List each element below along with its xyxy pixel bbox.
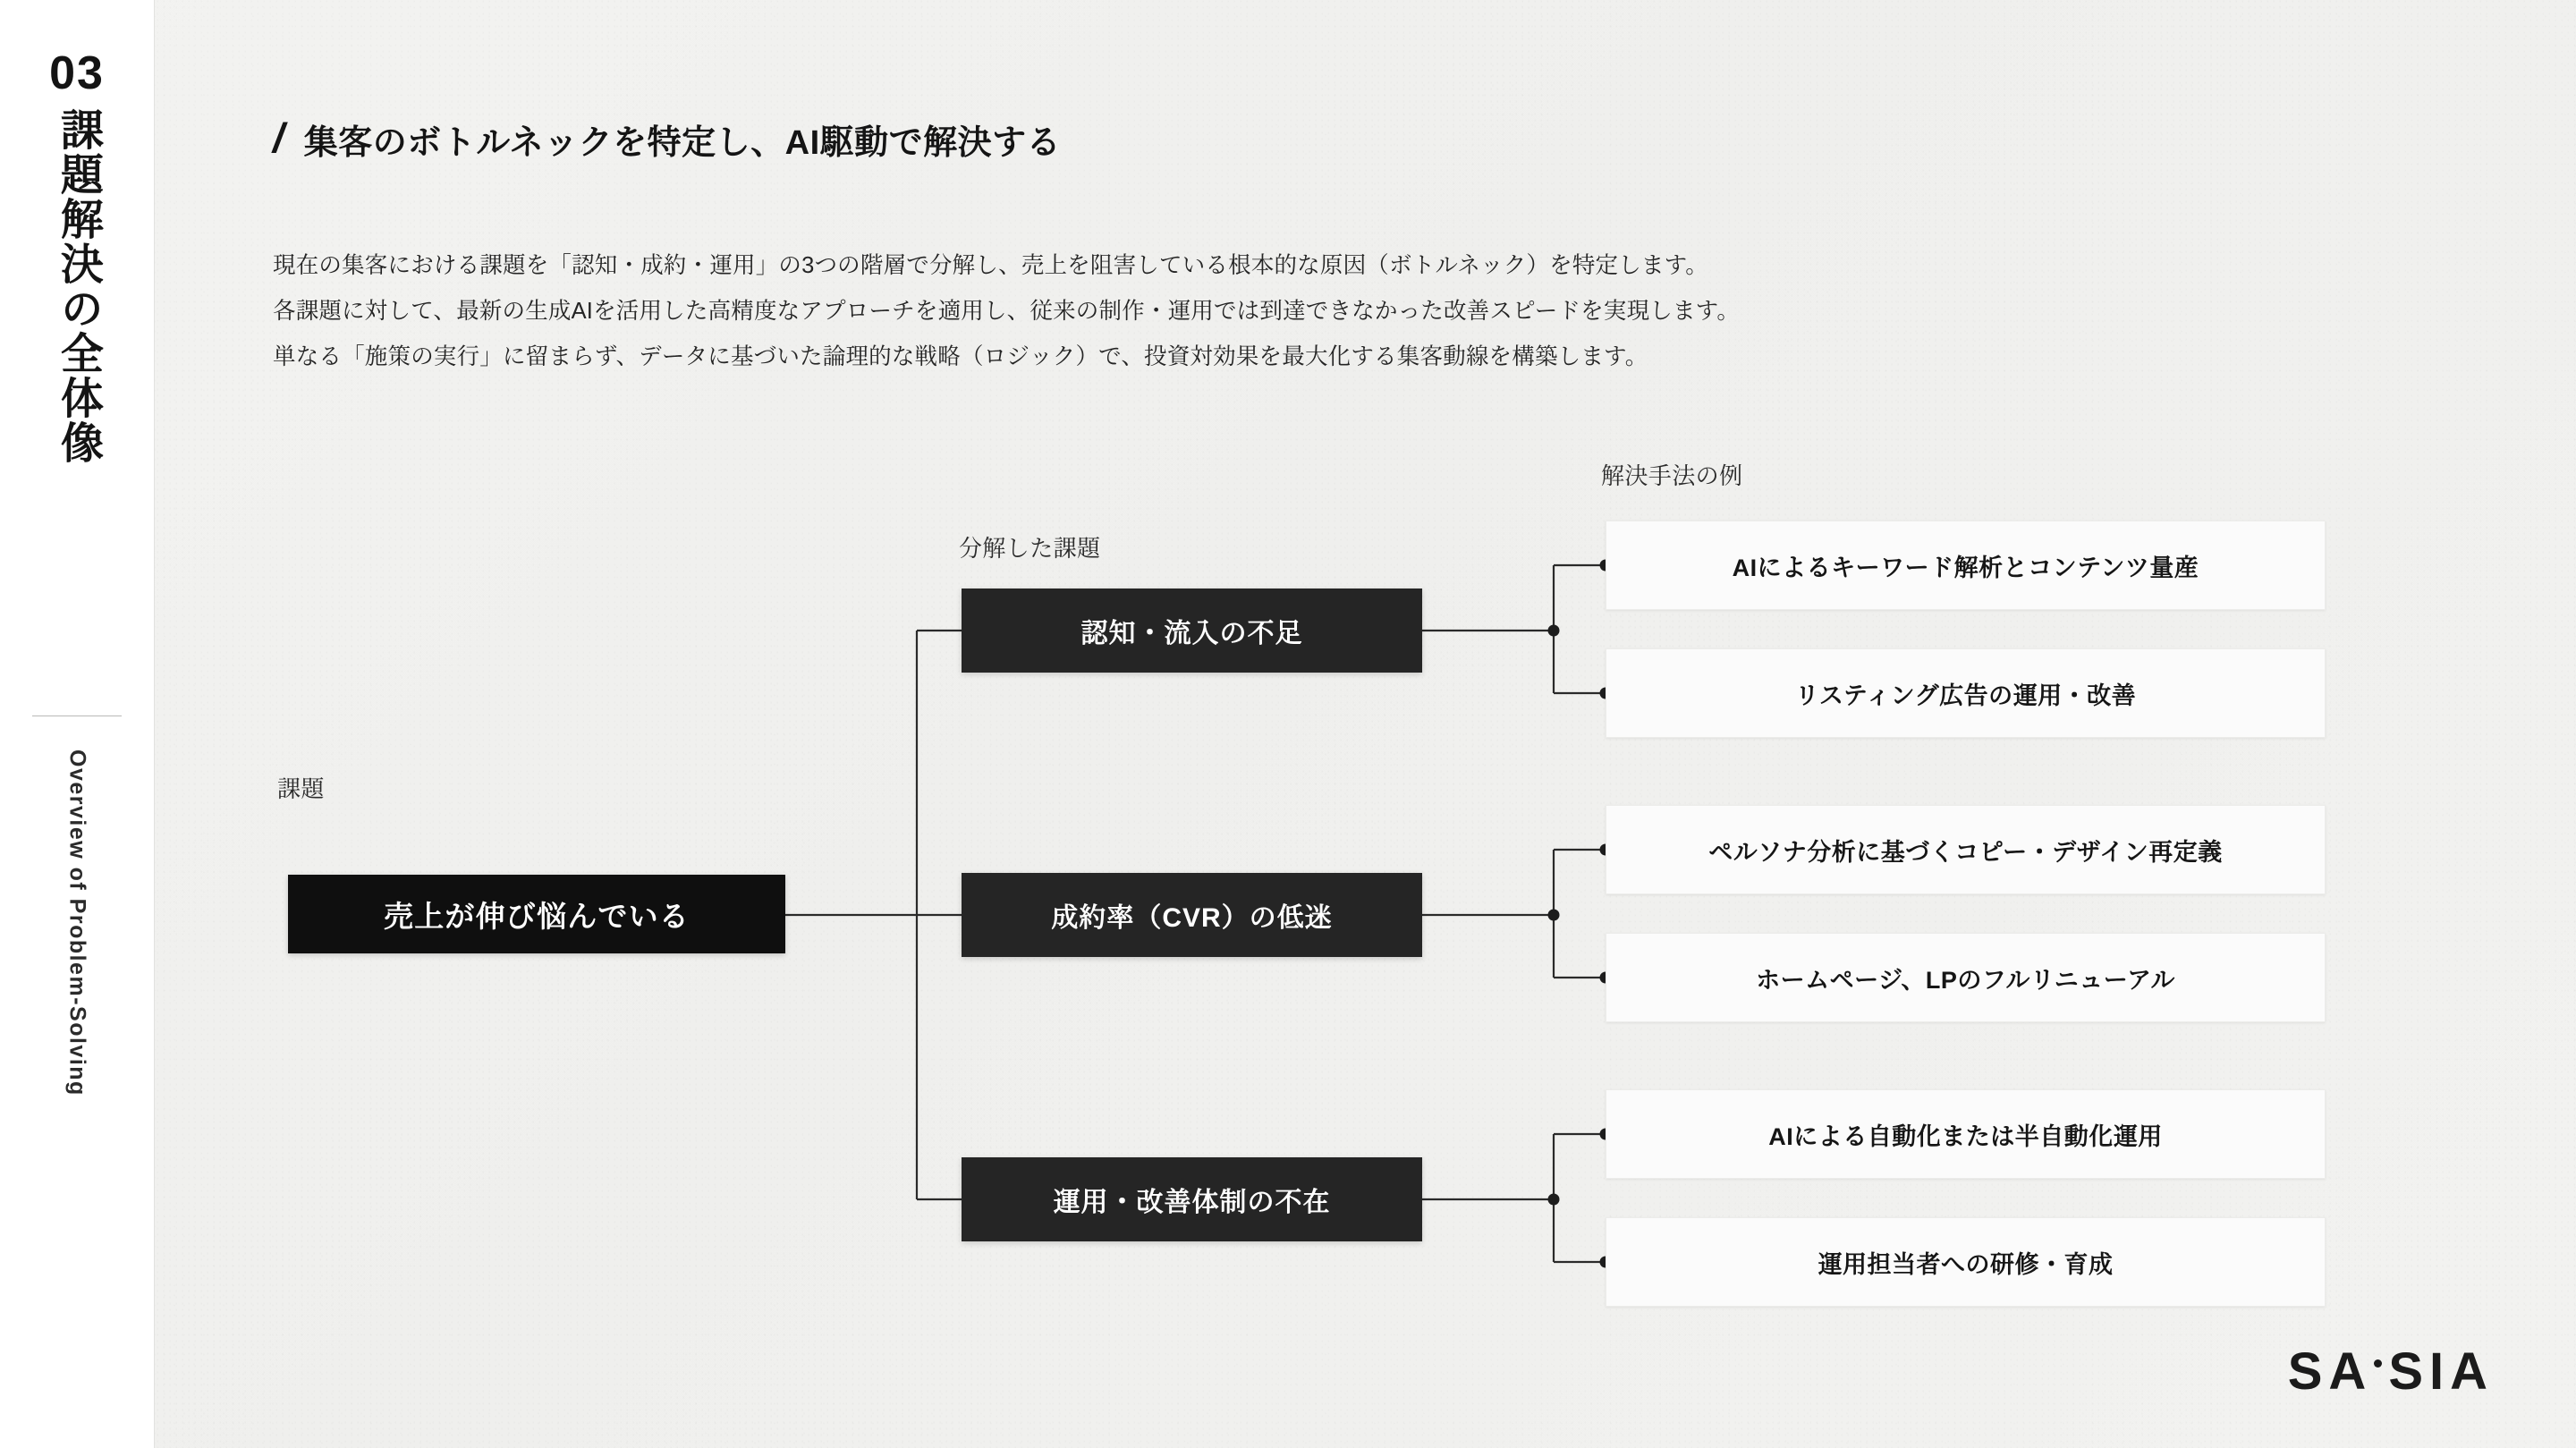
lead-line-2: 各課題に対して、最新の生成AIを活用した高精度なアプローチを適用し、従来の制作・運用では到達できなかった改善スピードを実現します。 xyxy=(273,299,1741,324)
section-subtitle xyxy=(0,749,154,1097)
section-title-text: 課題解決の全体像 xyxy=(54,107,102,465)
solution-node-2-2[interactable]: ホームページ、LPのフルリニューアル xyxy=(1606,933,2326,1022)
brand-logo-left: SA xyxy=(2287,1342,2373,1401)
brand-logo-right: SIA xyxy=(2388,1342,2494,1401)
section-title xyxy=(0,107,154,465)
left-rail xyxy=(0,0,155,1448)
lead-line-1: 現在の集客における課題を「認知・成約・運用」の3つの階層で分解し、売上を阻害している根本的な原因（ボトルネック）を特定します。 xyxy=(273,253,1708,278)
solution-node-3-1[interactable]: AIによる自動化または半自動化運用 xyxy=(1606,1089,2326,1179)
column-label-middle: 分解した課題 xyxy=(959,535,1101,562)
branch-node-3[interactable]: 運用・改善体制の不在 xyxy=(962,1157,1422,1241)
root-node[interactable]: 売上が伸び悩んでいる xyxy=(288,875,785,953)
lead-paragraph xyxy=(273,243,2357,380)
branch-node-1[interactable]: 認知・流入の不足 xyxy=(962,589,1422,673)
page-title-text: 集客のボトルネックを特定し、AI駆動で解決する xyxy=(303,124,1062,162)
solution-node-3-2[interactable]: 運用担当者への研修・育成 xyxy=(1606,1217,2326,1307)
branch-node-2[interactable]: 成約率（CVR）の低迷 xyxy=(962,873,1422,957)
solution-node-1-1[interactable]: AIによるキーワード解析とコンテンツ量産 xyxy=(1606,521,2326,610)
solution-node-2-1[interactable]: ペルソナ分析に基づくコピー・デザイン再定義 xyxy=(1606,805,2326,894)
column-label-root: 課題 xyxy=(277,775,325,802)
section-number: 03 xyxy=(49,47,105,99)
page-title xyxy=(273,114,1061,164)
column-label-leaves: 解決手法の例 xyxy=(1601,462,1743,489)
solution-node-1-2[interactable]: リスティング広告の運用・改善 xyxy=(1606,648,2326,738)
section-subtitle-text: Overview of Problem-Solving xyxy=(64,749,90,1097)
lead-line-3: 単なる「施策の実行」に留まらず、データに基づいた論理的な戦略（ロジック）で、投資対効果を最大化する集客動線を構築します。 xyxy=(273,344,1648,369)
brand-logo xyxy=(2288,1342,2494,1401)
brand-logo-dot-icon xyxy=(2374,1359,2382,1368)
slash-accent-icon: / xyxy=(273,114,284,161)
